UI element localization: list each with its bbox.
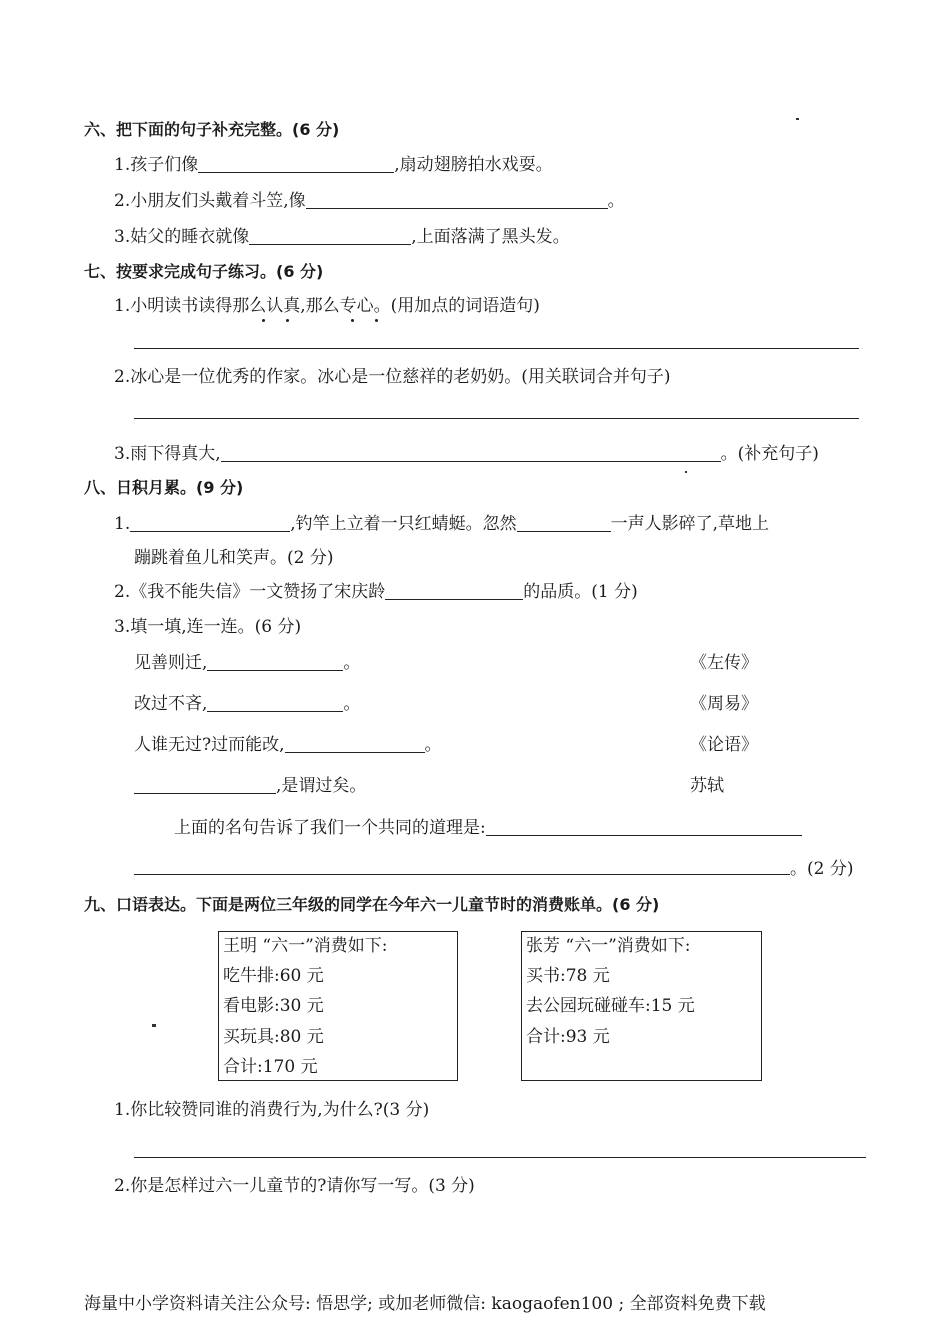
s7-q1: 1.小明读书读得那么认真,那么专心。(用加点的词语造句) [114,296,540,316]
s6-q1-suffix: ,扇动翅膀拍水戏耍。 [394,155,553,175]
s7-q3-blank[interactable] [221,443,721,462]
s7-q1-answer-line[interactable] [134,348,859,349]
s6-q2-blank[interactable] [306,190,608,209]
section9-title: 九、口语表达。下面是两位三年级的同学在今年六一儿童节时的消费账单。(6 分) [84,895,660,914]
s8-q2-blank[interactable] [385,581,523,600]
s8-q1-line2: 蹦跳着鱼儿和笑声。(2 分) [134,548,334,568]
s8-q1-suffix: 一声人影碎了,草地上 [610,514,770,534]
quote-prefix: 改过不吝, [134,694,208,714]
quote-blank[interactable] [207,693,343,712]
quote-source[interactable]: 《周易》 [690,694,758,714]
s8-q1-blank-a[interactable] [130,513,290,532]
s6-q3-suffix: ,上面落满了黑头发。 [411,227,570,247]
scan-speck [796,118,799,120]
emphasis-dot [286,319,289,322]
quote-suffix: 。 [343,653,361,673]
scan-speck [685,471,687,473]
s6-q1-blank[interactable] [198,154,394,173]
s6-q3-prefix: 3.姑父的睡衣就像 [114,227,250,247]
s8-q2-suffix: 的品质。(1 分) [523,582,638,602]
emphasis-dot [375,319,378,322]
s6-q1 [114,154,553,176]
s8-q2 [114,581,638,603]
s8-summary-prompt: 上面的名句告诉了我们一个共同的道理是: [174,818,486,838]
s8-q1-prefix: 1. [114,514,131,534]
footer-note: 海量中小学资料请关注公众号: 悟思学; 或加老师微信: kaogaofen100 ; 全部资料免费下载 [84,1294,766,1314]
s8-summary-line2[interactable] [134,874,790,875]
s6-q2-prefix: 2.小朋友们头戴着斗笠,像 [114,191,306,211]
quote-item [134,775,366,797]
quote-prefix: 见善则迁, [134,653,208,673]
s6-q3 [114,226,570,248]
quote-item [134,693,360,715]
s8-q1-middle: ,钓竿上立着一只红蜻蜓。忽然 [290,514,517,534]
s8-summary-suffix: 。(2 分) [790,859,854,879]
section7-title: 七、按要求完成句子练习。(6 分) [84,262,324,281]
quote-suffix: ,是谓过矣。 [276,776,367,796]
bill-row: 买玩具:80 元 [223,1027,324,1047]
s7-q2-answer-line[interactable] [134,418,859,419]
section6-title: 六、把下面的句子补充完整。(6 分) [84,120,340,139]
bill-row: 去公园玩碰碰车:15 元 [526,996,695,1016]
s9-q1-answer-line[interactable] [134,1157,866,1158]
s7-q2: 2.冰心是一位优秀的作家。冰心是一位慈祥的老奶奶。(用关联词合并句子) [114,367,671,387]
s6-q2 [114,190,625,212]
s8-q1 [114,513,769,535]
quote-item [134,734,442,756]
scan-speck [152,1024,156,1027]
quote-source[interactable]: 苏轼 [690,776,724,796]
quote-suffix: 。 [424,735,442,755]
s7-q3-prefix: 3.雨下得真大, [114,444,221,464]
s9-q1: 1.你比较赞同谁的消费行为,为什么?(3 分) [114,1100,430,1120]
quote-blank[interactable] [134,775,276,794]
s6-q1-prefix: 1.孩子们像 [114,155,199,175]
emphasis-dot [351,319,354,322]
bill-zhangfang [521,931,762,1081]
quote-blank[interactable] [285,734,425,753]
bill-row: 买书:78 元 [526,966,610,986]
quote-blank[interactable] [207,652,343,671]
quote-suffix: 。 [343,694,361,714]
s7-q3-suffix: 。(补充句子) [720,444,819,464]
s8-q2-prefix: 2.《我不能失信》一文赞扬了宋庆龄 [114,582,386,602]
emphasis-dot [262,319,265,322]
s8-q3-title: 3.填一填,连一连。(6 分) [114,617,302,637]
bill-row: 张芳 “六一”消费如下: [526,936,691,956]
s7-q3 [114,443,819,465]
bill-row: 合计:93 元 [526,1027,610,1047]
bill-row: 合计:170 元 [223,1057,318,1077]
section8-title: 八、日积月累。(9 分) [84,478,244,497]
quote-item [134,652,360,674]
quote-prefix: 人谁无过?过而能改, [134,735,285,755]
bill-wangming [218,931,458,1081]
s6-q2-suffix: 。 [607,191,625,211]
s8-q1-blank-b[interactable] [517,513,611,532]
bill-row: 看电影:30 元 [223,996,324,1016]
s9-q2: 2.你是怎样过六一儿童节的?请你写一写。(3 分) [114,1176,475,1196]
bill-row: 吃牛排:60 元 [223,966,324,986]
bill-row: 王明 “六一”消费如下: [223,936,388,956]
s6-q3-blank[interactable] [249,226,411,245]
s8-summary-blank[interactable] [486,817,802,836]
quote-source[interactable]: 《左传》 [690,653,758,673]
quote-source[interactable]: 《论语》 [690,735,758,755]
s8-summary [174,817,802,839]
